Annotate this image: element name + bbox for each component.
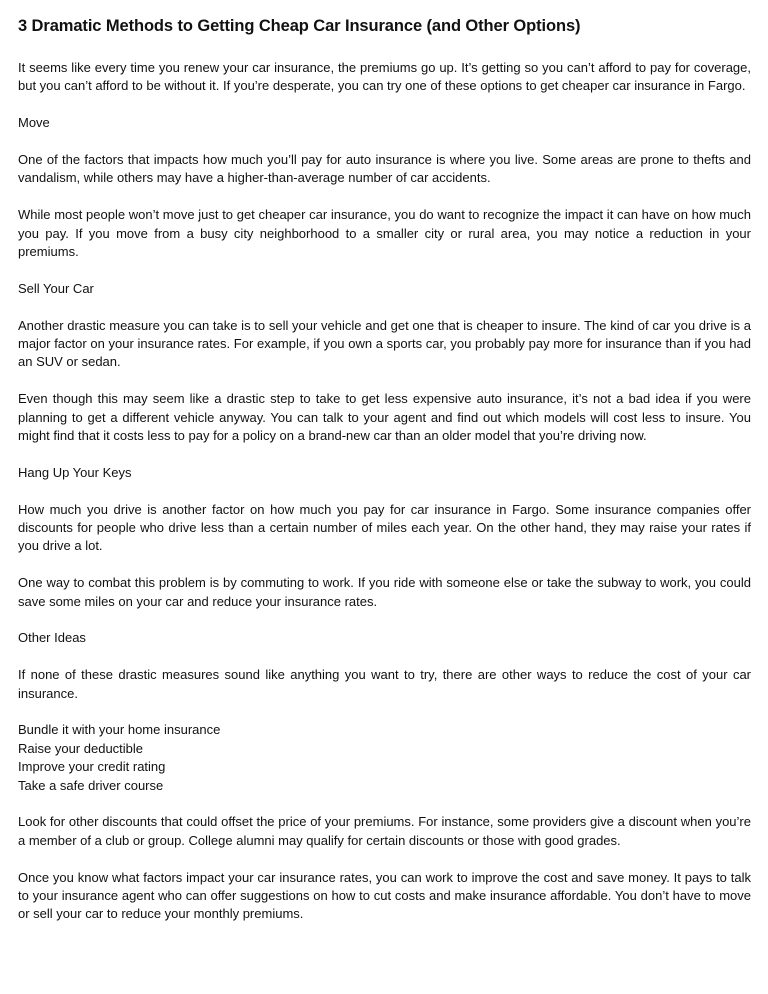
spacer: [18, 648, 751, 666]
spacer: [18, 298, 751, 316]
intro-paragraph: It seems like every time you renew your car insurance, the premiums go up. It’s getting so you can’t afford to pay for coverage, but you can’t afford to be without it. If you’re desperate, you can try one of these options to get cheaper car insurance in Fargo.: [18, 60, 751, 94]
spacer: [18, 611, 751, 629]
spacer: [18, 445, 751, 463]
spacer: [18, 850, 751, 868]
paragraph: One way to combat this problem is by commuting to work. If you ride with someone else or take the subway to work, you could save some miles on your car and reduce your insurance rates.: [18, 575, 751, 609]
paragraph: While most people won’t move just to get cheaper car insurance, you do want to recognize the impact it can have on how much you pay. If you move from a busy city neighborhood to a smaller city or rural area, you may notice a reduction in your premiums.: [18, 207, 751, 260]
section-heading-other-ideas: Other Ideas: [18, 630, 86, 646]
spacer: [18, 703, 751, 721]
document-title: 3 Dramatic Methods to Getting Cheap Car Insurance (and Other Options): [18, 17, 581, 35]
spacer: [18, 482, 751, 500]
spacer: [18, 38, 751, 59]
spacer: [18, 372, 751, 390]
list-item: Bundle it with your home insurance: [18, 722, 221, 738]
paragraph: Look for other discounts that could offset the price of your premiums. For instance, some providers give a discount when you’re a member of a club or group. College alumni may qualify for certain discounts or those with good grades.: [18, 814, 751, 848]
ideas-list: [18, 721, 751, 795]
section-heading-hang-up-your-keys: Hang Up Your Keys: [18, 464, 132, 480]
spacer: [18, 261, 751, 279]
section-heading-sell-your-car: Sell Your Car: [18, 280, 94, 296]
list-item: Take a safe driver course: [18, 777, 164, 793]
paragraph: Even though this may seem like a drastic step to take to get less expensive auto insurance, it’s not a bad idea if you were planning to get a different vehicle anyway. You can talk to your agent and find out which models will cost less to insure. You might find that it costs less to pay for a policy on a brand-new car than an older model that you’re driving now.: [18, 391, 751, 444]
document-page: [18, 14, 751, 924]
list-item: Raise your deductible: [18, 740, 144, 756]
spacer: [18, 795, 751, 813]
paragraph: How much you drive is another factor on how much you pay for car insurance in Fargo. Some insurance companies offer discounts for people who drive less than a certain number of miles each year. On the other hand, they may raise your rates if you drive a lot.: [18, 501, 751, 554]
spacer: [18, 133, 751, 151]
spacer: [18, 96, 751, 114]
paragraph: If none of these drastic measures sound like anything you want to try, there are other ways to reduce the cost of your car insurance.: [18, 667, 751, 701]
paragraph: One of the factors that impacts how much you’ll pay for auto insurance is where you live. Some areas are prone to thefts and vandalism, while others may have a higher-than-average number of car accidents.: [18, 152, 751, 186]
list-item: Improve your credit rating: [18, 759, 166, 775]
paragraph: Another drastic measure you can take is to sell your vehicle and get one that is cheaper to insure. The kind of car you drive is a major factor on your insurance rates. For example, if you own a sports car, you probably pay more for insurance than if you had an SUV or sedan.: [18, 317, 751, 370]
paragraph: Once you know what factors impact your car insurance rates, you can work to improve the cost and save money. It pays to talk to your insurance agent who can offer suggestions on how to cut costs and make insurance affordable. You don’t have to move or sell your car to reduce your monthly premiums.: [18, 869, 751, 922]
section-heading-move: Move: [18, 115, 50, 131]
spacer: [18, 556, 751, 574]
spacer: [18, 188, 751, 206]
